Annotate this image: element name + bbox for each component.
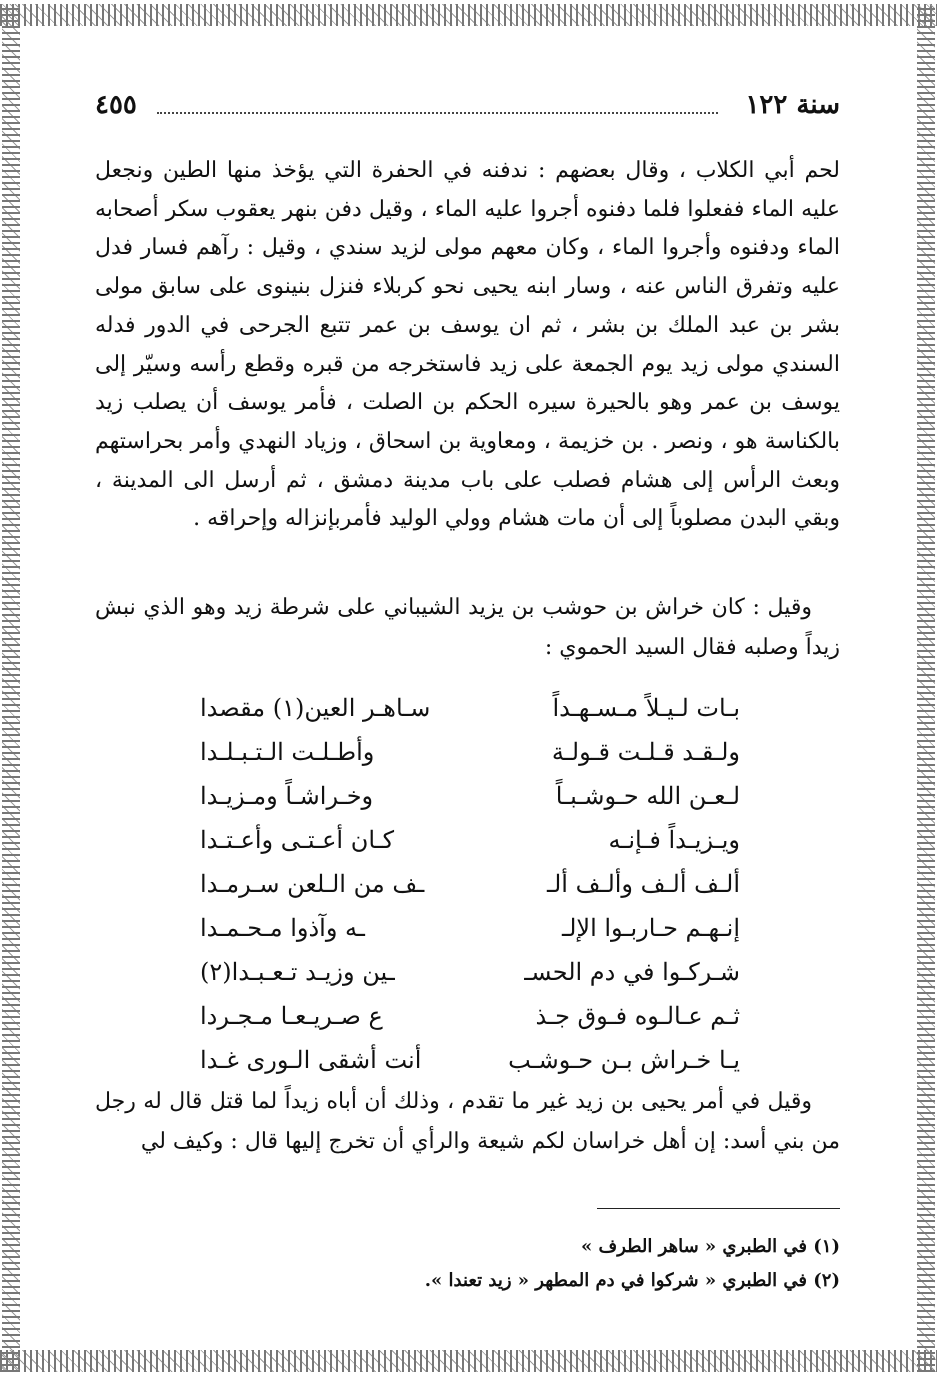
poem-verse	[200, 730, 740, 774]
poem-verse	[200, 950, 740, 994]
verse-second-hemistich: وخـراشـاً ومـزيـدا	[200, 782, 374, 810]
verse-second-hemistich: ـين وزيـد تـعـبـدا(٢)	[200, 958, 395, 986]
body-paragraph-1: لحم أبي الكلاب ، وقال بعضهم : ندفنه في الحفرة التي يؤخذ منها الطين ونجعل عليه الماء ففعلوا فلما دفنوه أجروا عليه الماء ، وقيل دفن بنهر يعقوب سكر أصحابه الماء ودفنوه وأجروا الماء ، وكان معهم مولى لزيد سندي ، وقيل : رآهم فسار فدل عليه وتفرق الناس عنه ، وسار ابنه يحيى نحو كربلاء فنزل بنينوى على سابق مولى بشر بن عبد الملك بن بشر ، ثم ان يوسف بن عمر تتبع الجرحى في الدور فدله السندي مولى زيد يوم الجمعة على زيد فاستخرجه من قبره وقطع رأسه وسيّر إلى يوسف بن عمر وهو بالحيرة سيره الحكم بن الصلت ، فأمر يوسف أن يصلب زيد بالكناسة هو ، ونصر . بن خزيمة ، ومعاوية بن اسحاق ، وزياد النهدي وأمر بحراستهم وبعث الرأس إلى هشام فصلب على باب مدينة دمشق ، ثم أرسل الى المدينة ، وبقي البدن مصلوباً إلى أن مات هشام وولي الوليد فأمربإنزاله وإحراقه .	[95, 158, 840, 532]
verse-first-hemistich: شـركـوا في دم الحسـ	[524, 958, 740, 986]
footnote-2: (٢) في الطبري « شركوا في دم المطهر « زيد تعندا ».	[424, 1270, 840, 1291]
poem-verse	[200, 686, 740, 730]
verse-first-hemistich: ألـف ألـف وألـف ألـ	[546, 870, 740, 898]
verse-second-hemistich: وأطـلـت الـتـبـلـدا	[200, 738, 375, 766]
verse-second-hemistich: ـه وآذوا مـحـمـدا	[200, 914, 365, 942]
decorative-border-bottom	[0, 1350, 937, 1372]
verse-first-hemistich: ولـقـد قـلـت قـولـة	[551, 738, 740, 766]
decorative-border-left	[2, 4, 20, 1372]
poem-verse	[200, 994, 740, 1038]
decorative-border-top	[0, 4, 937, 26]
poem-verse	[200, 774, 740, 818]
verse-second-hemistich: ع صـريـعـا مـجـردا	[200, 1002, 383, 1030]
footnote-separator	[597, 1208, 840, 1209]
poem-verse	[200, 862, 740, 906]
page-header	[95, 90, 840, 130]
verse-second-hemistich: أنت أشقى الـورى غـدا	[200, 1046, 422, 1074]
page-number: ٤٥٥	[95, 90, 137, 120]
verse-second-hemistich: ـف من الـلعن سـرمـدا	[200, 870, 425, 898]
verse-second-hemistich: كـان أعـتـى وأعـتـدا	[200, 826, 395, 854]
poem-verse	[200, 906, 740, 950]
poem-verse	[200, 1038, 740, 1082]
body-paragraph-3: وقيل في أمر يحيى بن زيد غير ما تقدم ، وذلك أن أباه زيداً لما قتل قال له رجل من بني أسد: إن أهل خراسان لكم شيعة والرأي أن تخرج إليها قال : وكيف لي	[95, 1089, 840, 1154]
running-head-year: سنة ١٢٢	[745, 90, 840, 120]
verse-first-hemistich: إنـهـم حـاربـوا الإلـ	[562, 914, 740, 942]
verse-first-hemistich: يـا خـراش بـن حـوشـب	[508, 1046, 740, 1074]
footnotes	[95, 1230, 840, 1298]
header-dotted-rule	[157, 112, 718, 114]
decorative-border-right	[917, 4, 935, 1372]
verse-first-hemistich: بـات لـيـلاً مـسـهـداً	[552, 694, 740, 722]
body-paragraph-2: وقيل : كان خراش بن حوشب بن يزيد الشيباني على شرطة زيد وهو الذي نبش زيداً وصلبه فقال السيد الحموي :	[95, 595, 840, 660]
footnote-1: (١) في الطبري « ساهر الطرف »	[581, 1236, 840, 1257]
poem-verse	[200, 818, 740, 862]
verse-first-hemistich: ثـم عـالـوه فـوق جـذ	[535, 1002, 740, 1030]
poem	[200, 686, 740, 1082]
verse-second-hemistich: سـاهـر العين(١) مقصدا	[200, 694, 431, 722]
verse-first-hemistich: ويـزيـداً فـإنـه	[608, 826, 740, 854]
verse-first-hemistich: لـعـن الله حـوشـبـاً	[555, 782, 740, 810]
